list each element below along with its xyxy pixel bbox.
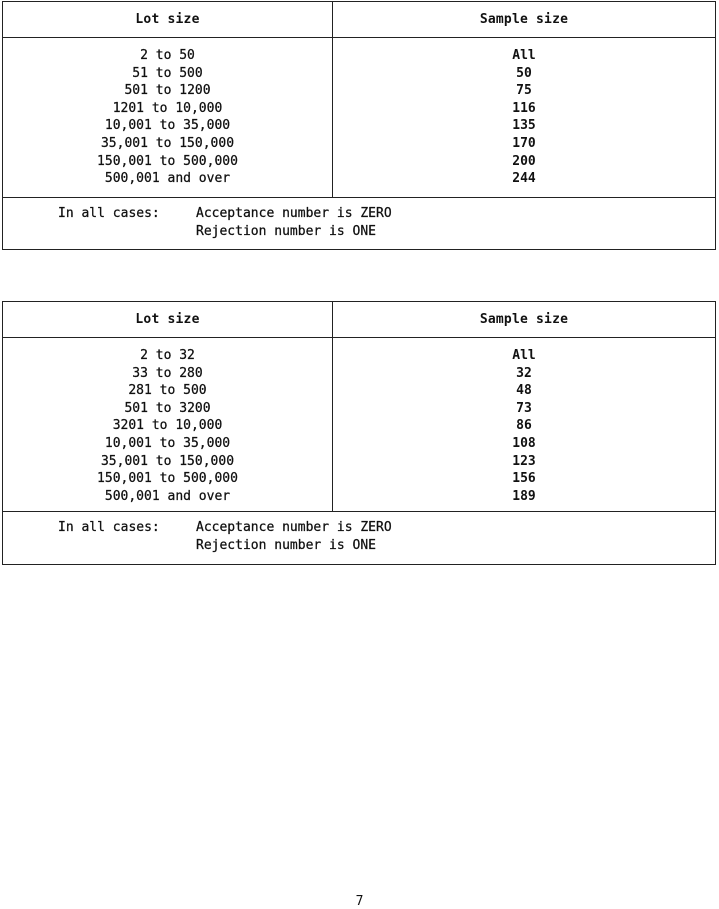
lot-size-cell: 501 to 3200 bbox=[124, 400, 211, 416]
rejection-note: Rejection number is ONE bbox=[196, 538, 377, 553]
lot-size-header: Lot size bbox=[3, 302, 333, 337]
sampling-table-1 bbox=[2, 1, 716, 250]
sample-size-cell: 170 bbox=[512, 135, 536, 151]
lot-size-header: Lot size bbox=[3, 2, 333, 37]
rejection-note: Rejection number is ONE bbox=[196, 224, 377, 239]
lot-size-cell: 3201 to 10,000 bbox=[112, 418, 223, 434]
table-note bbox=[3, 512, 715, 562]
lot-size-cell: 150,001 to 500,000 bbox=[97, 471, 238, 487]
sample-size-header: Sample size bbox=[479, 312, 569, 327]
sampling-table-2 bbox=[2, 301, 716, 565]
sample-size-column bbox=[333, 338, 715, 511]
sample-size-cell: All bbox=[512, 348, 536, 363]
lot-size-column bbox=[3, 38, 333, 197]
sample-size-cell: 116 bbox=[512, 100, 536, 116]
lot-size-cell: 35,001 to 150,000 bbox=[100, 135, 235, 151]
sample-size-cell: 135 bbox=[512, 118, 536, 134]
sample-size-header: Sample size bbox=[479, 12, 569, 27]
sample-size-column bbox=[333, 38, 715, 197]
table-note bbox=[3, 198, 715, 248]
note-label: In all cases: bbox=[58, 206, 160, 221]
note-label: In all cases: bbox=[58, 520, 160, 535]
sample-size-cell: 156 bbox=[512, 471, 536, 487]
sample-size-cell: 75 bbox=[516, 83, 532, 99]
sample-size-cell: 123 bbox=[512, 453, 536, 469]
lot-size-cell: 150,001 to 500,000 bbox=[97, 153, 238, 169]
lot-size-cell: 35,001 to 150,000 bbox=[100, 453, 235, 469]
sample-size-cell: 244 bbox=[512, 171, 536, 187]
sample-size-cell: 189 bbox=[512, 488, 536, 504]
sample-size-cell: 86 bbox=[516, 418, 532, 434]
lot-size-cell: 33 to 280 bbox=[132, 365, 203, 381]
lot-size-cell: 10,001 to 35,000 bbox=[104, 118, 231, 134]
lot-size-cell: 2 to 32 bbox=[140, 348, 195, 363]
sample-size-cell: 108 bbox=[512, 435, 536, 451]
sample-size-cell: 50 bbox=[516, 65, 532, 81]
table-body bbox=[3, 338, 715, 512]
acceptance-note: Acceptance number is ZERO bbox=[196, 520, 392, 535]
acceptance-note: Acceptance number is ZERO bbox=[196, 206, 392, 221]
sample-size-cell: 73 bbox=[516, 400, 532, 416]
table-body bbox=[3, 38, 715, 198]
page-number: 7 bbox=[355, 894, 364, 909]
lot-size-column bbox=[3, 338, 333, 511]
sample-size-cell: 200 bbox=[512, 153, 536, 169]
lot-size-cell: 281 to 500 bbox=[128, 383, 207, 399]
lot-size-cell: 501 to 1200 bbox=[124, 83, 211, 99]
lot-size-cell: 1201 to 10,000 bbox=[112, 100, 223, 116]
lot-size-cell: 500,001 and over bbox=[104, 488, 231, 504]
lot-size-cell: 500,001 and over bbox=[104, 171, 231, 187]
sample-size-cell: 48 bbox=[516, 383, 532, 399]
sample-size-cell: All bbox=[512, 48, 536, 63]
sample-size-cell: 32 bbox=[516, 365, 532, 381]
lot-size-cell: 51 to 500 bbox=[132, 65, 203, 81]
table-header bbox=[3, 302, 715, 338]
table-header bbox=[3, 2, 715, 38]
lot-size-cell: 10,001 to 35,000 bbox=[104, 435, 231, 451]
lot-size-cell: 2 to 50 bbox=[140, 48, 195, 63]
